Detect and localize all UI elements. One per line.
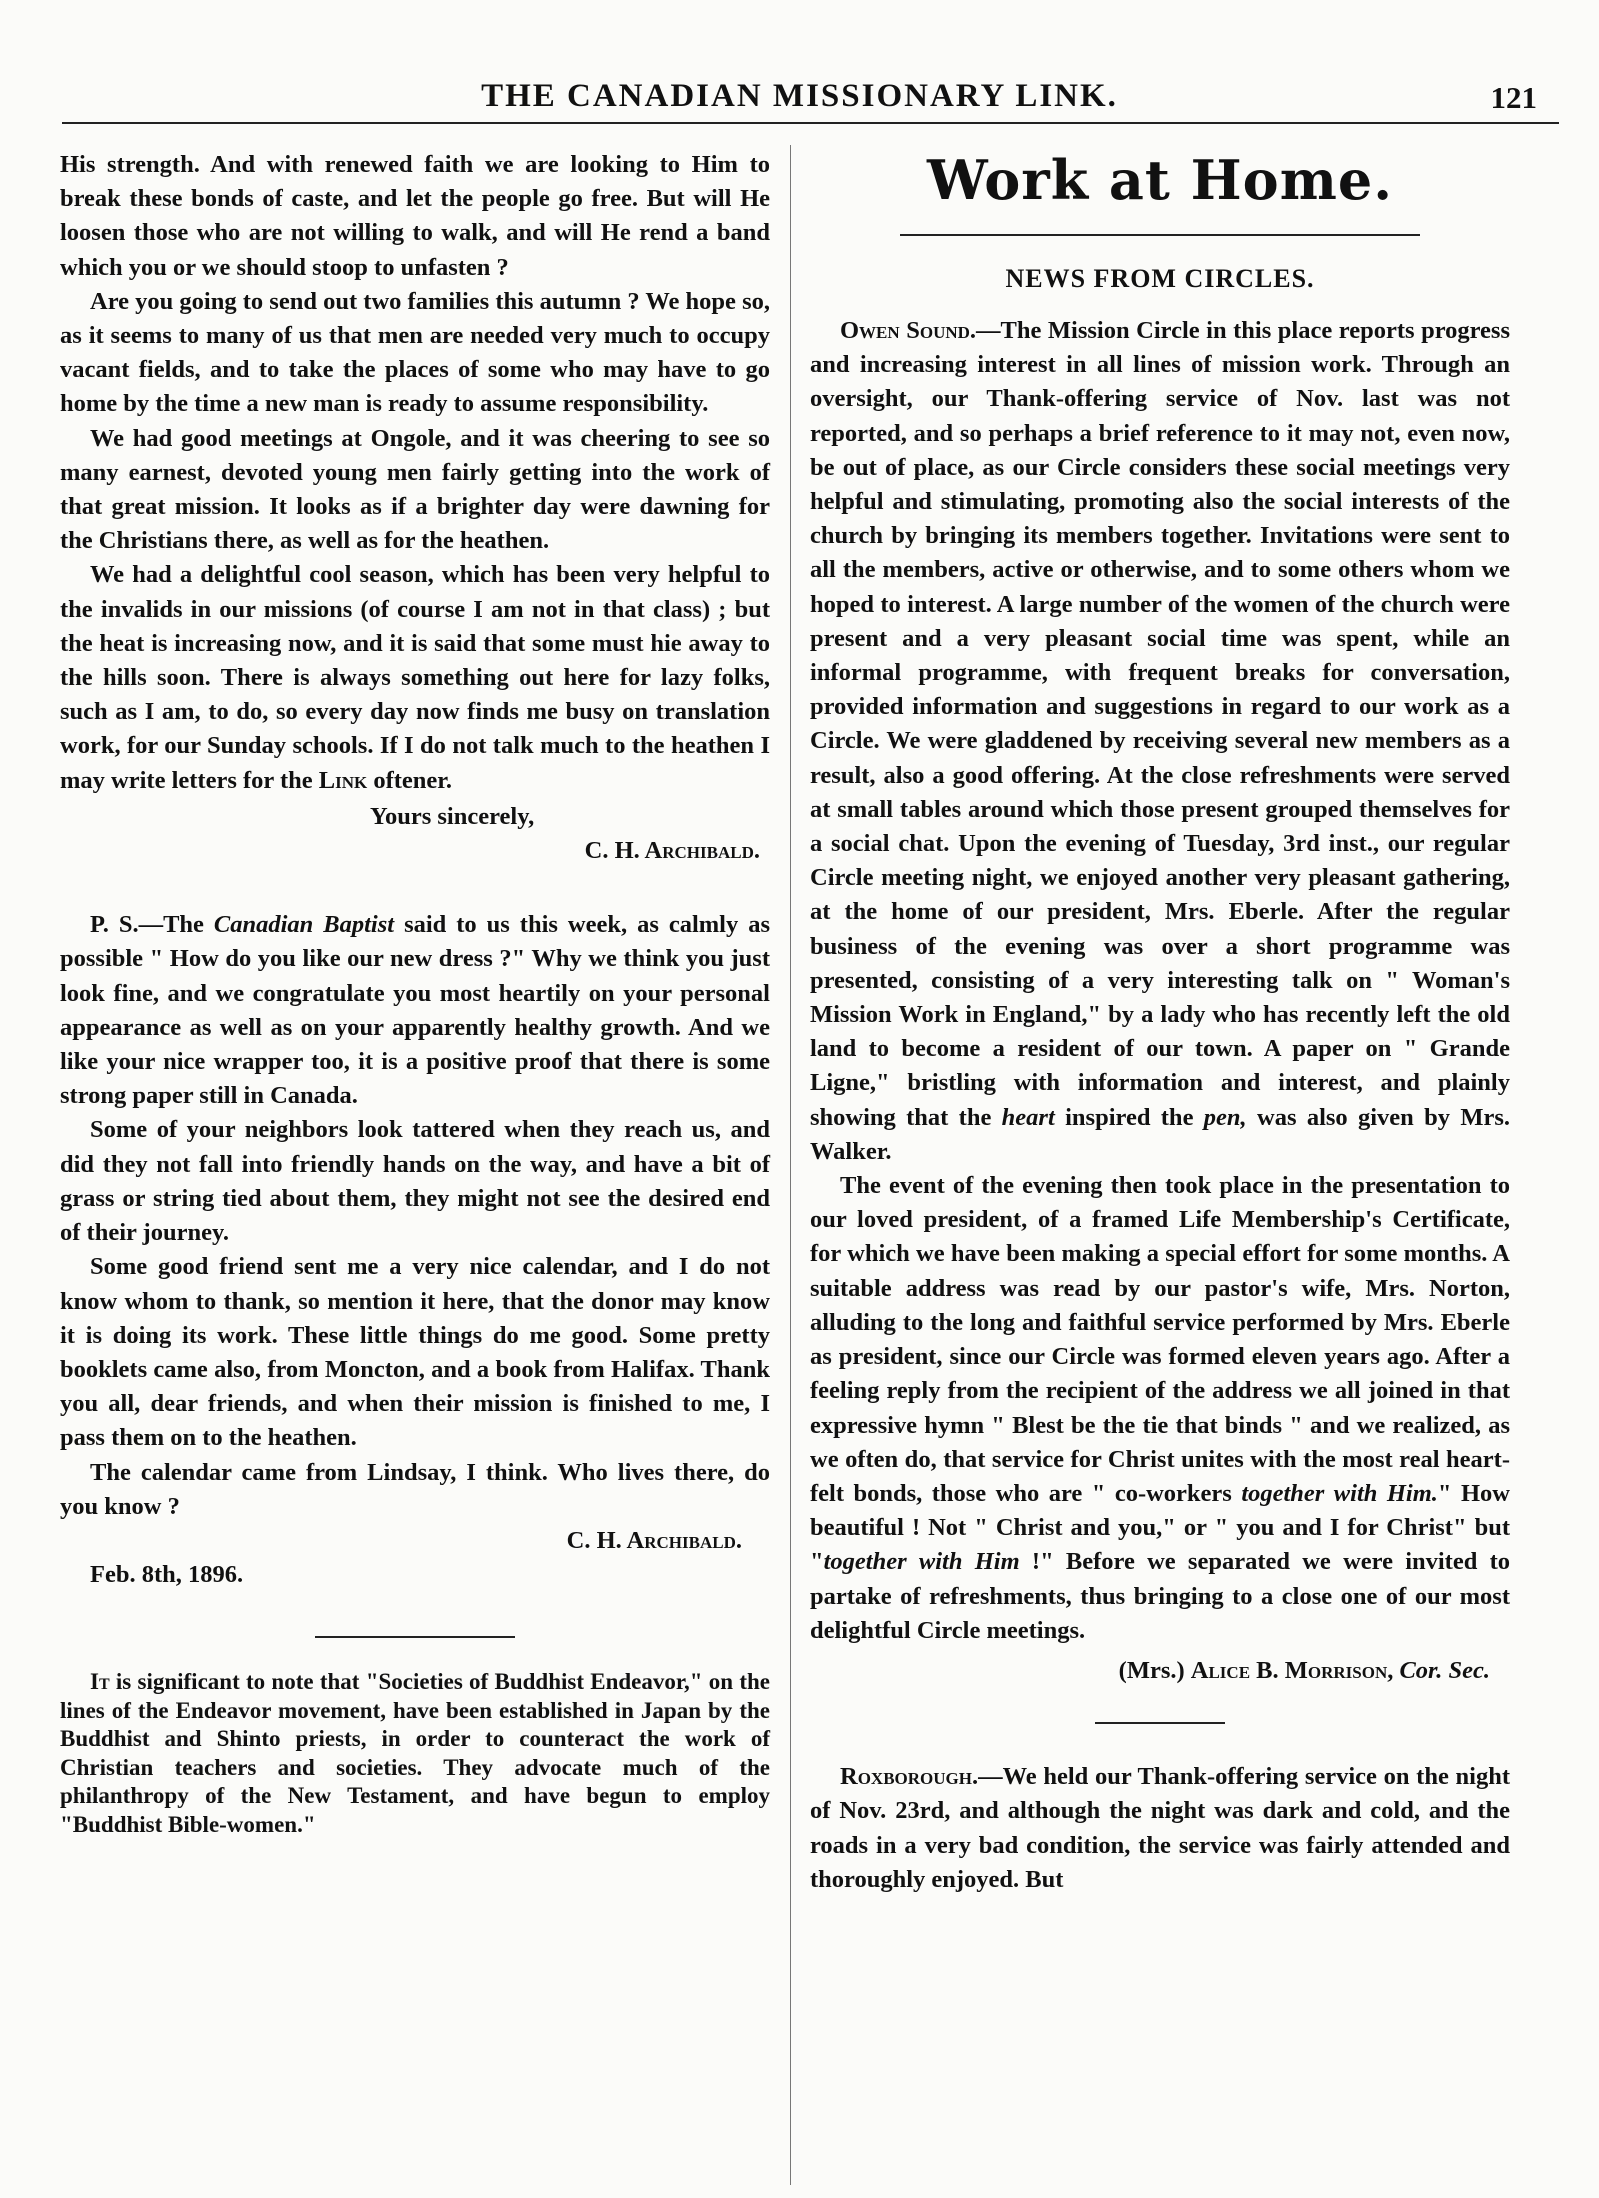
letter-signature: C. H. Archibald. (584, 837, 760, 865)
roxborough-place: Roxborough. (840, 1763, 979, 1791)
page-header (0, 78, 1599, 128)
owen-sound-text: —The Mission Circle in this place reports progress and increasing interest in all lines of mission work. Through an oversight, our Thank-offering service of Nov. last was not reported, and so perhaps a brief reference to it may not, even now, be out of place, as our Circle considers these social meetings very helpful and stimulating, promoting also the social interests of the church by bringing its members together. Invitations were sent to all the members, active or otherwise, and to some others whom we hoped to interest. A large number of the women of the church were present and a very pleasant social time was spent, while an informal programme, with frequent breaks for conversation, provided information and suggestions in regard to our work as a Circle. We were gladdened by receiving several new members as a result, also a good offering. At the close refreshments were served at small tables around which those present grouped themselves for a social chat. Upon the evening of Tuesday, 3rd inst., our regular Circle meeting night, we enjoyed another very pleasant gathering, at the home of our president, Mrs. Eberle. After the regular business of the evening was over a short programme was presented, consisting of a very interesting talk on " Woman's Mission Work in England," by a lady who has recently left the old land to become a resident of our town. A paper on " Grande Ligne," bristling with information and interest, and plainly showing that the (810, 317, 1510, 1131)
letter-paragraph-4 (60, 558, 770, 797)
left-column (60, 148, 770, 1839)
link-name: Link (318, 766, 368, 794)
signature-prefix: (Mrs.) (1118, 1656, 1185, 1684)
subsection-title: NEWS FROM CIRCLES. (1005, 264, 1315, 293)
right-column (810, 148, 1510, 1897)
heart-word: heart (1001, 1103, 1055, 1131)
note-text: is significant to note that "Societies of Buddhist Endeavor," on the lines of the Endeavor movement, have been established in Japan by the Buddhist and Shinto priests, in order to counteract the work of Christian teachers and societies. They advocate much of the philanthropy of the New Testament, and have begun to employ "Buddhist Bible-women." (60, 1669, 770, 1837)
letter-paragraph-2: Are you going to send out two families this autumn ? We hope so, as it seems to many of us that men are needed very much to occupy vacant fields, and to take the places of some who may have to go home by the time a new man is ready to assume responsibility. (60, 287, 770, 418)
letter-paragraph-7: Some good friend sent me a very nice calendar, and I do not know whom to thank, so mention it here, that the donor may know it is doing its work. These little things do me good. Some pretty booklets came also, from Moncton, and a book from Halifax. Thank you all, dear friends, and when their mission is finished to me, I pass them on to the heathen. (60, 1253, 770, 1452)
presentation-text-c: !" Before we separated we were invited to partake of refreshments, thus bringing to a close one of our most delightful Circle meetings. (810, 1548, 1511, 1644)
postscript-rest: said to us this week, as calmly as possible " How do you like our new dress ?" Why we think you just look fine, and we congratulate you most heartily on your personal appearance as well as on your apparently healthy growth. And we like your nice wrapper too, it is a positive proof that there is some strong paper still in Canada. (60, 911, 771, 1110)
signature-name: Alice B. Morrison, (1190, 1656, 1394, 1684)
letter-signature-2: C. H. Archibald. (566, 1526, 742, 1554)
letter-date: Feb. 8th, 1896. (90, 1561, 244, 1589)
section-rule (315, 1636, 515, 1638)
page-number: 121 (1490, 80, 1537, 115)
letter-paragraph-1: His strength. And with renewed faith we are looking to Him to break these bonds of caste, and let the people go free. But will He loosen those who are not willing to walk, and will He rend a band which you or we should stoop to unfasten ? (60, 151, 770, 281)
letter-paragraph-3: We had good meetings at Ongole, and it was cheering to see so many earnest, devoted young men fairly getting into the work of that great mission. It looks as if a brighter day were dawning for the Christians there, as well as for the heathen. (60, 424, 770, 555)
postscript (60, 908, 770, 1113)
inspired-text: inspired the (1065, 1103, 1194, 1131)
letter-paragraph-8: The calendar came from Lindsay, I think. Who lives there, do you know ? (60, 1458, 770, 1520)
paper-name: Canadian Baptist (213, 911, 395, 939)
section-title: Work at Home. (927, 148, 1393, 212)
pen-word: pen, (1203, 1103, 1247, 1131)
signature-title: Cor. Sec. (1399, 1656, 1490, 1684)
title-rule (900, 234, 1420, 236)
presentation-text-a: The event of the evening then took place in the presentation to our loved president, of a framed Life Membership's Certificate, for which we have been making a special effort for some months. A suitable address was read by our pastor's wife, Mrs. Norton, alluding to the long and faithful service performed by Mrs. Eberle as president, since our Circle was formed eleven years ago. After a feeling reply from the recipient of the address we all joined in that expressive hymn " Blest be the tie that binds " and we realized, as we often do, that service for Christ unites with the most real heart-felt bonds, those who are " co-workers (810, 1172, 1510, 1507)
letter-paragraph-4-text: We had a delightful cool season, which has been very helpful to the invalids in our missions (of course I am not in that class) ; but the heat is increasing now, and it is said that some must hie away to the hills soon. There is always something out here for lazy folks, such as I am, to do, so every day now finds me busy on translation work, for our Sunday schools. If I do not talk much to the heathen I may write letters for the (60, 561, 770, 794)
roxborough-report (810, 1760, 1510, 1897)
running-title: THE CANADIAN MISSIONARY LINK. (481, 78, 1118, 114)
owen-sound-report (810, 314, 1510, 1169)
letter-paragraph-6: Some of your neighbors look tattered when they reach us, and did they not fall into friendly hands on the way, and have a bit of grass or string tied about them, they might not see the desired end of their journey. (60, 1116, 770, 1247)
note-lead: It (90, 1669, 110, 1695)
header-rule (62, 122, 1559, 124)
postscript-start: P. S.—The (90, 911, 204, 939)
report-rule (1095, 1722, 1225, 1724)
together-phrase-2: together with Him (823, 1548, 1020, 1576)
walker-text: was also given by Mrs. Walker. (810, 1103, 1511, 1165)
together-phrase-1: together with Him. (1241, 1479, 1438, 1507)
presentation-paragraph (810, 1169, 1510, 1648)
roxborough-text: —We held our Thank-offering service on the night of Nov. 23rd, and although the night was dark and cold, and the roads in a very bad condition, the service was fairly attended and thoroughly enjoyed. But (810, 1763, 1510, 1893)
owen-sound-place: Owen Sound. (840, 317, 977, 344)
letter-closing: Yours sincerely, (370, 802, 535, 830)
letter-paragraph-4-end: oftener. (373, 766, 453, 794)
column-divider (790, 145, 791, 2185)
morrison-signature (810, 1654, 1510, 1688)
buddhist-endeavor-note (60, 1668, 770, 1839)
presentation-text-b: " How beautiful ! Not " Christ and you," or " you and I for Christ" but " (810, 1479, 1511, 1576)
